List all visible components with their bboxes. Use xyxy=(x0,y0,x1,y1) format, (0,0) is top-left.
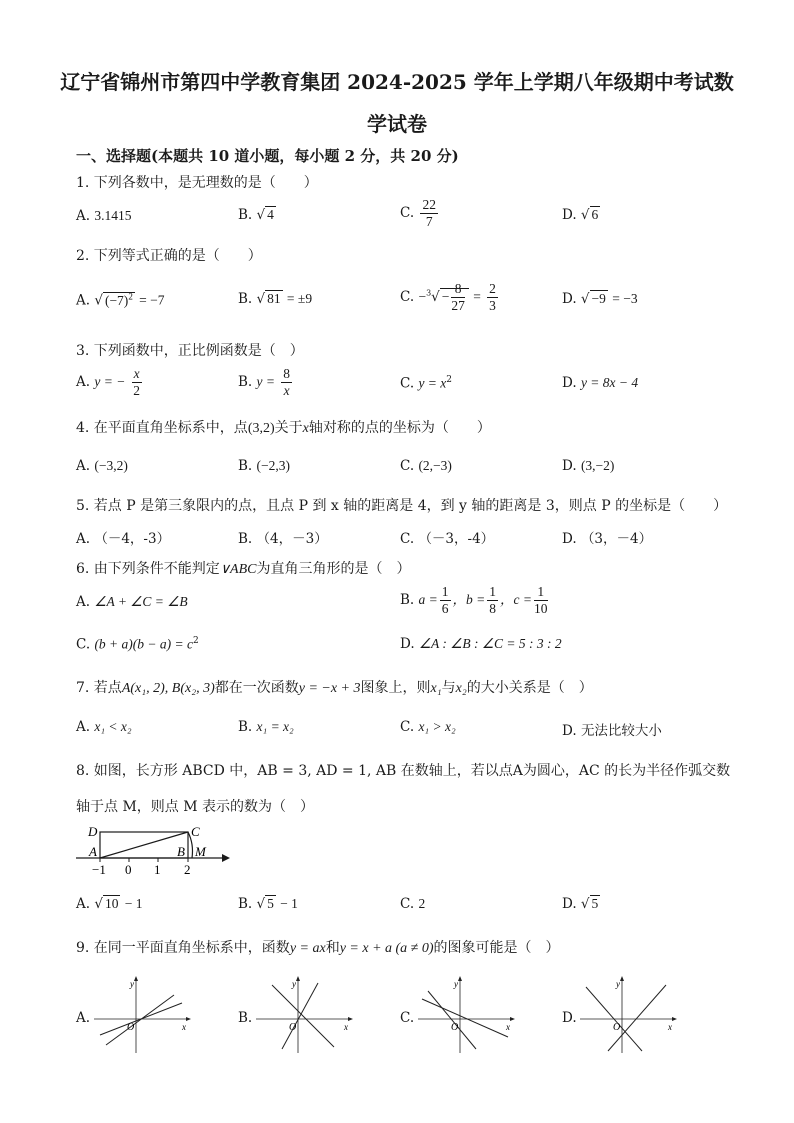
q8-option-d: D. √ 5 xyxy=(562,896,599,912)
svg-text:y: y xyxy=(292,979,296,989)
question-5-stem: 5. 若点 P 是第三象限内的点，且点 P 到 x 轴的距离是 4，到 y 轴的距离是 3，则点 P 的坐标是（ ） xyxy=(76,498,728,514)
svg-text:O: O xyxy=(613,1022,621,1033)
q1-option-c: C. $\frac{22}{7}$ xyxy=(400,197,436,229)
q1-option-b: B. √ 4 xyxy=(238,207,274,223)
q5-option-a: A. （－4，-3） xyxy=(76,531,171,547)
q5-option-b: B. （4，－3） xyxy=(238,531,328,547)
q2-option-a: A. √ $(-7)^2 = -7$ xyxy=(76,291,165,309)
q3-option-c: C. $y = x^2$ xyxy=(400,375,453,392)
q9-option-a-label: A. xyxy=(76,1010,91,1026)
tick-label-1: 1 xyxy=(154,862,161,877)
question-1-stem: 1. 下列各数中，是无理数的是（ ） xyxy=(76,175,318,191)
svg-text:O: O xyxy=(451,1022,459,1033)
svg-text:x: x xyxy=(344,1022,348,1032)
q8-option-b: B. √ 5 − 1 xyxy=(238,896,298,912)
tick-label-minus1: −1 xyxy=(92,862,106,877)
tick-label-0: 0 xyxy=(125,862,132,877)
q6-option-d: D. ∠A : ∠B : ∠C = 5 : 3 : 2 xyxy=(400,636,562,652)
q7-option-d: D. 无法比较大小 xyxy=(562,723,662,739)
q9-option-d-label: D. xyxy=(562,1010,577,1026)
question-4-stem: 4. 在平面直角坐标系中，点(3,2)关于x轴对称的点的坐标为（ ） xyxy=(76,420,491,436)
q4-option-d: D. (3,−2) xyxy=(562,458,615,474)
question-8-stem-line2: 轴于点 M，则点 M 表示的数为（ ） xyxy=(76,799,315,815)
q2-option-c: C. −$^3$√ − $\frac{8}{27}$ = $\frac{2}{3}$ xyxy=(400,281,496,314)
q7-option-b: B. x₁ = x₂ xyxy=(238,719,294,735)
svg-text:x: x xyxy=(506,1022,510,1032)
question-7-stem: 7. 若点A(x₁, 2), B(x₂, 3)都在一次函数y = −x + 3图象上，则x₁与x₂的大小关系是（ ） xyxy=(76,680,593,696)
q9-graph-d xyxy=(578,975,678,1055)
q9-option-b-label: B. xyxy=(238,1010,253,1026)
q9-option-c-label: C. xyxy=(400,1010,415,1026)
question-6-stem: 6. 由下列条件不能判定∨ABC为直角三角形的是（ ） xyxy=(76,561,411,577)
svg-text:O: O xyxy=(127,1022,135,1033)
q3-option-a: A. y = − $\frac{x}{2}$ xyxy=(76,366,140,398)
q5-option-d: D. （3，－4） xyxy=(562,531,653,547)
q9-graph-b xyxy=(254,975,354,1055)
q1-option-d: D. √ 6 xyxy=(562,207,599,223)
label-d: D xyxy=(88,824,98,839)
q8-option-a: A. √ 10 − 1 xyxy=(76,896,143,912)
q5-option-c: C. （－3，-4） xyxy=(400,531,495,547)
q9-graph-a xyxy=(92,975,192,1055)
svg-text:y: y xyxy=(454,979,458,989)
svg-text:O: O xyxy=(289,1022,297,1033)
q8-option-c: C. 2 xyxy=(400,896,426,912)
q9-graph-c xyxy=(416,975,516,1055)
diagonal-ac xyxy=(100,832,188,858)
q6-option-c: C. $(b + a)(b - a) = c^2$ xyxy=(76,636,199,653)
q3-option-d: D. y = 8x − 4 xyxy=(562,375,639,391)
label-a: A xyxy=(89,844,97,859)
question-2-stem: 2. 下列等式正确的是（ ） xyxy=(76,248,262,264)
q4-option-b: B. (−2,3) xyxy=(238,458,290,474)
label-c: C xyxy=(191,824,200,839)
page-title-line2: 学试卷 xyxy=(367,112,427,136)
q6-option-b: B. a = $\frac{1}{6}$ ，b = $\frac{1}{8}$ ，c = $\frac{1}{10}$ xyxy=(400,584,548,616)
label-b: B xyxy=(177,844,185,859)
svg-text:x: x xyxy=(182,1022,186,1032)
svg-text:y: y xyxy=(130,979,134,989)
tick-label-2: 2 xyxy=(184,862,191,877)
svg-text:y: y xyxy=(616,979,620,989)
q7-option-a: A. x₁ < x₂ xyxy=(76,719,132,735)
page-title: 辽宁省锦州市第四中学教育集团 2024-2025 学年上学期八年级期中考试数 xyxy=(60,70,734,94)
q1-option-a: A. 3.1415 xyxy=(76,208,132,224)
q2-option-d: D. √ −9 = −3 xyxy=(562,291,638,307)
number-line-arrow xyxy=(222,854,230,862)
question-3-stem: 3. 下列函数中，正比例函数是（ ） xyxy=(76,343,304,359)
q4-option-c: C. (2,−3) xyxy=(400,458,452,474)
question-8-stem-line1: 8. 如图，长方形 ABCD 中，AB = 3, AD = 1, AB 在数轴上，若以点A为圆心，AC 的长为半径作弧交数 xyxy=(76,763,731,779)
section-heading: 一、选择题(本题共 10 道小题，每小题 2 分，共 20 分) xyxy=(76,147,459,165)
q2-option-b: B. √ 81 = ±9 xyxy=(238,291,313,307)
q7-option-c: C. x₁ > x₂ xyxy=(400,719,456,735)
svg-text:x: x xyxy=(668,1022,672,1032)
q3-option-b: B. y = $\frac{8}{x}$ xyxy=(238,366,291,398)
question-9-stem: 9. 在同一平面直角坐标系中，函数y = ax和y = x + a (a ≠ 0)的图象可能是（ ） xyxy=(76,940,560,956)
q6-option-a: A. ∠A + ∠C = ∠B xyxy=(76,594,188,610)
q4-option-a: A. (−3,2) xyxy=(76,458,128,474)
label-m: M xyxy=(195,844,206,859)
q8-figure xyxy=(74,820,234,880)
